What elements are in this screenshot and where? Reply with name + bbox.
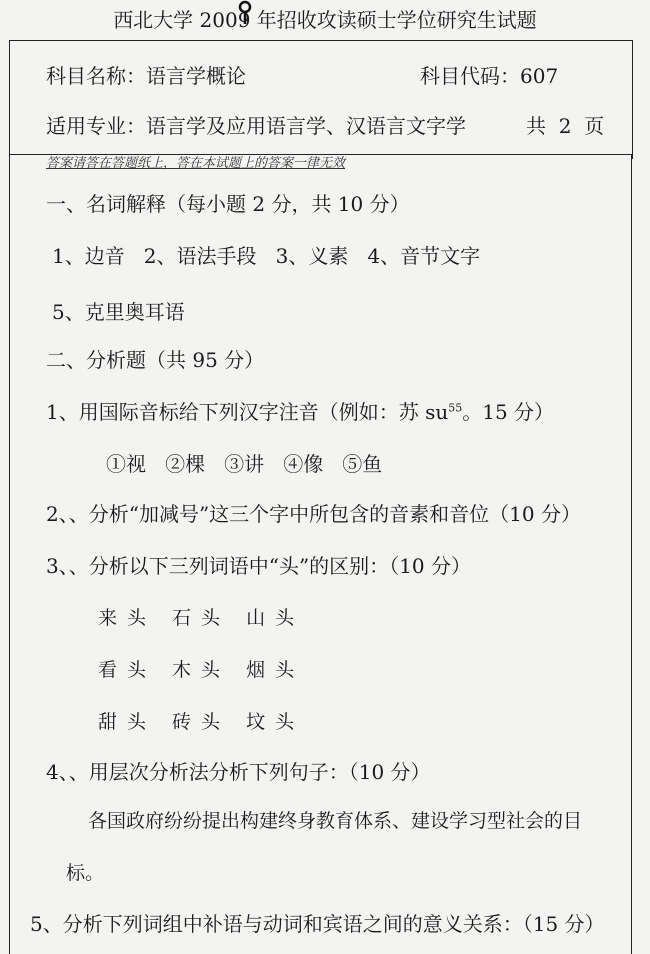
- answer-notice: 答案请答在答题纸上，答在本试题上的答案一律无效: [46, 156, 346, 171]
- question-1-characters: ①视 ②棵 ③讲 ④像 ⑤鱼: [106, 452, 383, 476]
- exam-title: 西北大学 2009 年招收攻读硕士学位研究生试题: [113, 8, 537, 32]
- question-3: 3、、分析以下三列词语中“头”的区别：（10 分）: [46, 554, 471, 578]
- question-4-sentence-line2: 标。: [66, 862, 105, 884]
- question-1-suffix: 。15 分）: [462, 400, 555, 424]
- question-4: 4、、用层次分析法分析下列句子：（10 分）: [46, 760, 431, 784]
- section1-terms-line1: 1、边音 2、语法手段 3、义素 4、音节文字: [52, 244, 481, 268]
- tone-superscript: 55: [448, 401, 463, 415]
- question-3-row-2: 看头 木头 烟头: [98, 659, 305, 681]
- subject-code: 科目代码：607: [420, 64, 559, 88]
- question-3-row-3: 甜头 砖头 坟头: [98, 711, 305, 733]
- question-5: 5、分析下列词组中补语与动词和宾语之间的意义关系：（15 分）: [30, 912, 605, 936]
- staple-mark-icon: [238, 0, 252, 24]
- section1-heading: 一、名词解释（每小题 2 分，共 10 分）: [46, 192, 410, 216]
- question-1: [46, 396, 554, 425]
- applicable-major: 适用专业：语言学及应用语言学、汉语言文字学: [46, 114, 466, 138]
- question-2: 2、、分析“加减号”这三个字中所包含的音素和音位（10 分）: [46, 502, 581, 526]
- page-border-right: [631, 154, 632, 954]
- subject-name: 科目名称：语言学概论: [46, 64, 246, 88]
- page-border-left: [9, 154, 10, 954]
- question-3-row-1: 来头 石头 山头: [98, 607, 305, 629]
- page-count: 共 2 页: [526, 114, 605, 138]
- header-box: [9, 40, 633, 159]
- section1-terms-line2: 5、克里奥耳语: [52, 300, 185, 324]
- question-4-sentence-line1: 各国政府纷纷提出构建终身教育体系、建设学习型社会的目: [88, 810, 583, 832]
- question-1-text: 1、用国际音标给下列汉字注音（例如：苏 su: [46, 400, 449, 424]
- section2-heading: 二、分析题（共 95 分）: [46, 348, 265, 372]
